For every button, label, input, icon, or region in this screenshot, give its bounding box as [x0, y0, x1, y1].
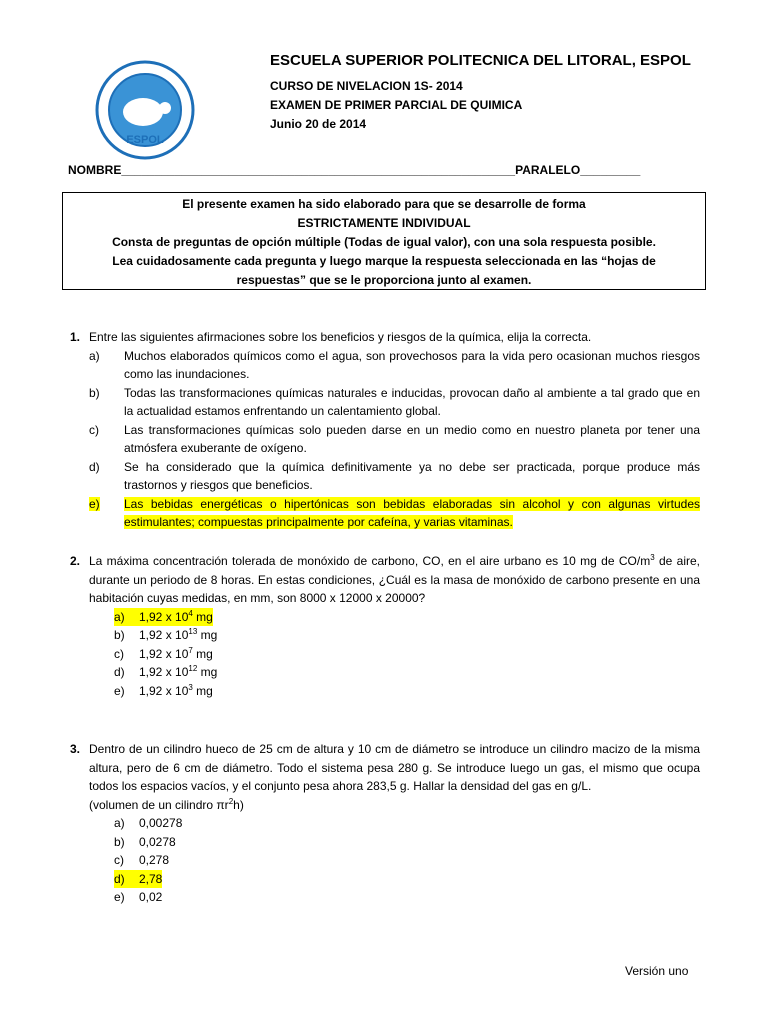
name-paralelo-field[interactable]: NOMBRE___________________________________________________________PARALELO_________ [68, 163, 641, 177]
espol-logo [95, 60, 195, 160]
option-a-highlighted[interactable]: a) 1,92 x $10^4$ mg [114, 608, 700, 627]
option-b[interactable]: b) 1,92 x $10^{13}$ mg [114, 627, 218, 642]
option-e[interactable]: e) 0,02 [114, 890, 163, 904]
exam-name: EXAMEN DE PRIMER PARCIAL DE QUIMICA [270, 98, 523, 112]
option-d-highlighted[interactable]: d) 2,78 [114, 870, 700, 889]
question-number: 2. [70, 554, 81, 568]
institution-title: ESCUELA SUPERIOR POLITECNICA DEL LITORAL, ESPOL [270, 52, 691, 69]
instruction-line: Consta de preguntas de opción múltiple (Todas de igual valor), con una sola respuesta posible. [112, 235, 656, 249]
option-c[interactable]: c) Las transformaciones químicas solo pueden darse en un medio como en nuestro planeta por tener una atmósfera exuberante de oxígeno. [89, 422, 700, 455]
option-b[interactable]: b) 0,0278 [114, 834, 176, 849]
option-b[interactable]: b) Todas las transformaciones químicas naturales e inducidas, provocan daño al ambiente a tal grado que en la actualidad estamos enfrentando un calentamiento global. [89, 385, 700, 418]
version-label: Versión uno [625, 964, 689, 978]
instruction-line: El presente examen ha sido elaborado para que se desarrolle de forma [182, 197, 586, 211]
question-text: Dentro de un cilindro hueco de 25 cm de altura y 10 cm de diámetro se introduce un cilindro macizo de la misma altura, pero de 6 cm de diámetro. Todo el sistema pesa 280 g. Se introduce luego un gas, el mismo que ocupa todos los espacios vacíos, y el conjunto pesa ahora 283,5 g. Hallar la densidad del gas en g/L. (volumen de un cilindro $\pi r^2h$) [89, 742, 700, 812]
instruction-line: ESTRICTAMENTE INDIVIDUAL [297, 216, 471, 230]
instructions-box [62, 192, 706, 290]
option-e-highlighted[interactable]: e) Las bebidas energéticas o hipertónicas son bebidas elaboradas sin alcohol y con algunas virtudes estimulantes; compuestas principalmente por cafeína, y varias vitaminas. [89, 496, 700, 529]
question-1 [70, 328, 700, 532]
option-c[interactable]: c) 0,278 [114, 853, 170, 867]
exam-date: Junio 20 de 2014 [270, 117, 367, 131]
question-2 [70, 552, 700, 700]
option-d[interactable]: d) 1,92 x $10^{12}$ mg [114, 664, 218, 679]
instruction-line: Lea cuidadosamente cada pregunta y luego marque la respuesta seleccionada en las “hojas de [112, 254, 656, 268]
option-e[interactable]: e) 1,92 x $10^3$ mg [114, 682, 213, 698]
svg-text:ESPOL: ESPOL [126, 134, 164, 146]
option-a[interactable]: a) Muchos elaborados químicos como el agua, son provechosos para la vida pero ocasionan muchos riesgos como las inundaciones. [89, 348, 700, 381]
option-a[interactable]: a) 0,00278 [114, 816, 183, 830]
question-3 [70, 740, 700, 907]
question-number: 1. [70, 330, 81, 344]
course-name: CURSO DE NIVELACION 1S- 2014 [270, 79, 463, 93]
exam-header [270, 52, 691, 134]
option-c[interactable]: c) 1,92 x $10^7$ mg [114, 645, 213, 661]
instruction-line: respuestas” que se le proporciona junto al examen. [236, 273, 532, 287]
question-number: 3. [70, 742, 81, 756]
question-text: La máxima concentración tolerada de monóxido de carbono, CO, en el aire urbano es 10 mg de $CO/m^3$ de aire, durante un periodo de 8 horas. En estas condiciones, ¿Cuál es la masa de monóxido de carbono presente en una habitación cuyas medidas, en mm, son 8000 x 12000 x 20000? [89, 553, 701, 605]
option-d[interactable]: d) Se ha considerado que la química definitivamente ya no debe ser practicada, porque produce más trastornos y riesgos que beneficios. [89, 459, 700, 492]
question-text: Entre las siguientes afirmaciones sobre los beneficios y riesgos de la química, elija la correcta. [89, 330, 592, 344]
